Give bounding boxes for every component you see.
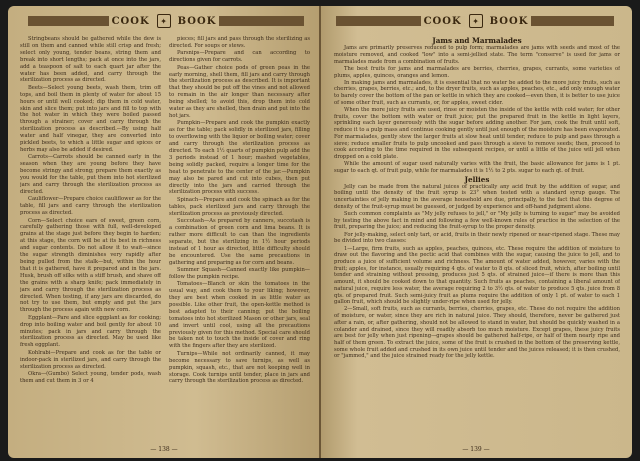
page-header [320,12,632,30]
left-page [8,6,320,458]
header-title-a: COOK [109,16,153,27]
paragraph: Parsnips—Prepare and can according to directions given for carrots. [169,50,310,64]
paragraph: Eggplant—Pare and slice eggplant as for cooking; drop into boiling water and boil gently for about 10 minutes; pack in jars and carry through the sterilization process as directed. May be used like fresh eggplant. [20,314,161,349]
paragraph: Such common complaints as "My jelly refuses to jell," or "My jelly is turning to sugar" may be avoided by testing the above fact in mind and following a few well-known rules of practice in the selection of the fruit, preparing the juice; and reducing the fruit-syrup to the proper density. [334,211,620,231]
paragraph: Cauliflower—Prepare choice cauliflower as for the table, fill jars and carry through the sterilization process as directed. [20,196,161,217]
paragraph: 2—Small, soft fruits, such as currants, berries, cherries, grapes, etc. These do not require the addition of moisture, or water, since they are rich in natural juice. They should, therefore, never be gathered just after a rain, or, after gathering, should not be allowed to stand in water, but should be quickly washed in a colander and drained, since they will readily absorb too much moisture. Except grapes, these juicy fruits are best for jelly when just ripening—grapes should be gathered half-ripe, or half of them nearly ripe and half of them green. To extract the juice, some of the fruit is crushed in the bottom of the preserving kettle, some whole fruit added and crushed in its own juice until tender and the juices released; it is then crushed, or "jammed," and the juice strained ready for the jelly kettle. [334,306,620,360]
paragraph: For jelly-making, select only tart, or acid, fruits in their newly ripened or near-ripened stage. These may be divided into two classes: [334,231,620,245]
crest-icon: ✦ [157,14,171,28]
paragraph: The best fruits for jams and marmalades are berries, cherries, grapes, currants, some varieties of plums, apples, quinces, oranges and lemon. [334,65,620,79]
paragraph: Tomatoes—Blanch or skin the tomatoes in the usual way, and cook them to your liking; however, they are best when cooked in as little water as possible. Like other fruit, the open-kettle method is best adapted to their canning; put the boiling tomatoes into hot sterilized Mason or other jars, seal and invert until cool, using all the precautions previously given for this method. Special care should be taken not to touch the inside of cover and ring with the fingers after they are sterilized. [169,281,310,350]
paragraph: Jelly can be made from the natural juices of practically any acid fruit by the addition of sugar, and boiling until the density of the fruit syrup is 23° when tested with a standard syrup gauge. The uncertainties of jelly making in the average household are due, principally, to the fact that this degree of density of the fruit-syrup must be guessed, or judged by experience and off-hand judgment alone. [334,183,620,210]
section-title-jellies: Jellies [464,174,490,184]
page-header [8,12,320,30]
paragraph: pieces; fill jars and pass through the sterilizing as directed. For soups or stews. [169,36,310,49]
paragraph: Corn—Select choice ears of sweet, green corn, carefully gathering those with full, well-developed grains at the stage just before they begin to harden; at this stage, the corn will be at its best in richness and sugar contents. Do not allow it to wait—since the sugar strength diminishes very rapidly after being pulled from the stalk—but, within the hour that it is gathered, have it prepared and in the jars. Husk, brush off silks with a stiff brush, and shave off the grains with a sharp knife; pack immediately in jars and carry through the sterilization process as directed. When testing, if any jars are discarded, do not try to use them, but empty and put the jars through the process again with new corn. [20,217,161,314]
right-page [320,6,632,458]
left-text-columns [20,36,310,440]
book-gutter [319,6,321,458]
paragraph: When the more juicy fruits are used, rinse or moisten the inside of the kettle with cold water; for other fruits, cover the bottom with water or fruit juice; put the prepared fruit in the kettle in light layers, sprinkling each layer generously with the sugar before adding another. For jam, cook the fruit until soft, reduce it to a pulp mass and continue cooking gently until just enough of the moisture has been evaporated. For marmalades, gently stew the larger fruits at slow heat until tender, reduce to pulp and pass through a sieve; reduce smaller fruits to pulp uncooked and pass through a sieve to remove seeds; then, proceed to cook according to the time required in the subsequent recipes, or until a little of the juice will jell when dropped on a cold plate. [334,107,620,160]
left-column-2 [169,36,310,440]
paragraph: Turnips—While not ordinarily canned, it may become necessary to save turnips, as well as pumpkin, squash, etc., that are not keeping well in storage. Cook turnips until tender, place in jars and carry through the sterilization process as directed. [169,350,310,385]
paragraph: Carrots—Carrots should be canned early in the season when they are young before they have become stringy and strong; prepare them exactly as you would for the table, put them into hot sterilized jars and carry through the sterilization process as directed. [20,154,161,195]
page-number: — 138 — [150,446,178,453]
header-title-b: BOOK [175,16,220,27]
paragraph: While the amount of sugar used naturally varies with the fruit, the basic allowance for jams is 1 pt. sugar to each qt. of fruit pulp, while for marmalades it is 1½ to 2 pts. sugar to each qt. of fruit. [334,161,620,174]
open-book [8,6,632,458]
paragraph: Jams are primarily preserves reduced to pulp form; marmalades are jams with seeds and most of the moisture removed, and cooked "low" into a semi-jellied state. The term "conserve" is used for jams or marmalades made from a combination of fruits. [334,45,620,65]
paragraph: Beets—Select young beets, wash them, trim off tops, and boil them in plenty of water for about 15 hours or until well cooked; dip them in cold water, skin and slice them; put into jars and fill to top with the hot water in which they were boiled passed through a strainer; cover and carry through the sterilization process as described.—By using half water and half vinegar, they are converted into pickled beets, to which a little sugar and spices or herbs may also be added if desired. [20,84,161,153]
section-title-jams: Jams and Marmalades [432,36,522,45]
left-column-1 [20,36,161,440]
right-text-body [334,36,620,440]
paragraph: Peas—Gather choice pods of green peas in the early morning, shell them, fill jars and carry through the sterilization process as described. It is important that they should be put off the vines and not allowed to remain in the air longer than necessary after being shelled; to avoid this, drop them into cold water as they are shelled, then drain and put into the hot jars. [169,64,310,119]
paragraph: Pumpkin—Prepare and cook the pumpkin exactly as for the table; pack solidly in sterilized jars, filling to overflowing with the liquor or boiling water; cover and carry through the sterilization process as directed. To each 1½ quarts of pumpkin pulp add the 3 periods instead of 1 hour; mashed vegetables, being solidly packed, require a longer time for the heat to penetrate to the center of the jar.—Pumpkin may also be pared and cut into cubes, then put directly into the jars and carried through the sterilization process with success. [169,120,310,196]
page-number: — 139 — [462,446,490,453]
paragraph: Succotash—As prepared by canners, succotash is a combination of green corn and lima beans. It is rather more difficult to can than the ingredients separate, but the sterilizing in 1½ hour periods instead of 1 hour as directed, little difficulty should be encountered. Use the same precautions in gathering and preparing as for corn and beans. [169,218,310,266]
paragraph: 1—Large, firm fruits, such as apples, peaches, quinces, etc. These require the addition of moisture to draw out the flavoring and the pectic acid that combines with the sugar, causing the juice to jell, and to produce a juice of sufficient volume and richness. The amount of water added, however, varies with the fruit; apples, for instance, usually requiring 4 qts. of water to 8 qts. of sliced fruit, which, after boiling until tender and straining without pressing, produces just 5 qts. of strained juice—if there is more than this amount, it should be cooked down to that quantity. Such fruits as peaches, containing a liberal amount of natural juice, require less water, the average requiring 2 to 3½ qts. of water to produce 5 qts. juice from 8 qts. of prepared fruit. Such semi-juicy fruit as plums require the addition of only 1 pt. of water to each 1 gallon fruit, which should be slightly under-ripe when used for jelly. [334,245,620,306]
header-title-b: BOOK [487,16,532,27]
paragraph: Stringbeans should be gathered while the dew is still on them and canned while still crisp and fresh; select only young, tender beans, string them and break into short lengths; pack at once into the jars, add a teaspoon of salt to each quart jar after the water has been added, and carry through the sterilization process as directed. [20,36,161,84]
crest-icon: ✦ [469,14,483,28]
paragraph: Summer Squash—Canned exactly like pumpkin—follow the pumpkin recipe. [169,266,310,280]
header-title-a: COOK [421,16,465,27]
paragraph: Kohlrabi—Prepare and cook as for the table or indoor-pack in sterilized jars, and carry through the sterilization process as directed. [20,349,161,370]
paragraph: In making jams and marmalades, it is essential that no water be added to the more juicy fruits, such as cherries, grapes, berries, etc.; and, to the dryer fruits, such as apples, peaches, etc., add only enough water to barely cover the bottom of the pan or kettle in which they are cooked—even then, it is better to use juice of some other fruit, such as currants, or, for apples, sweet cider. [334,79,620,106]
paragraph: Okra—(Gumbo) Select young, tender pods, wash them and cut them in 3 or 4 [20,371,161,384]
paragraph: Spinach—Prepare and cook the spinach as for the tables, pack sterilized jars and carry through the sterilization process as previously directed. [169,196,310,217]
